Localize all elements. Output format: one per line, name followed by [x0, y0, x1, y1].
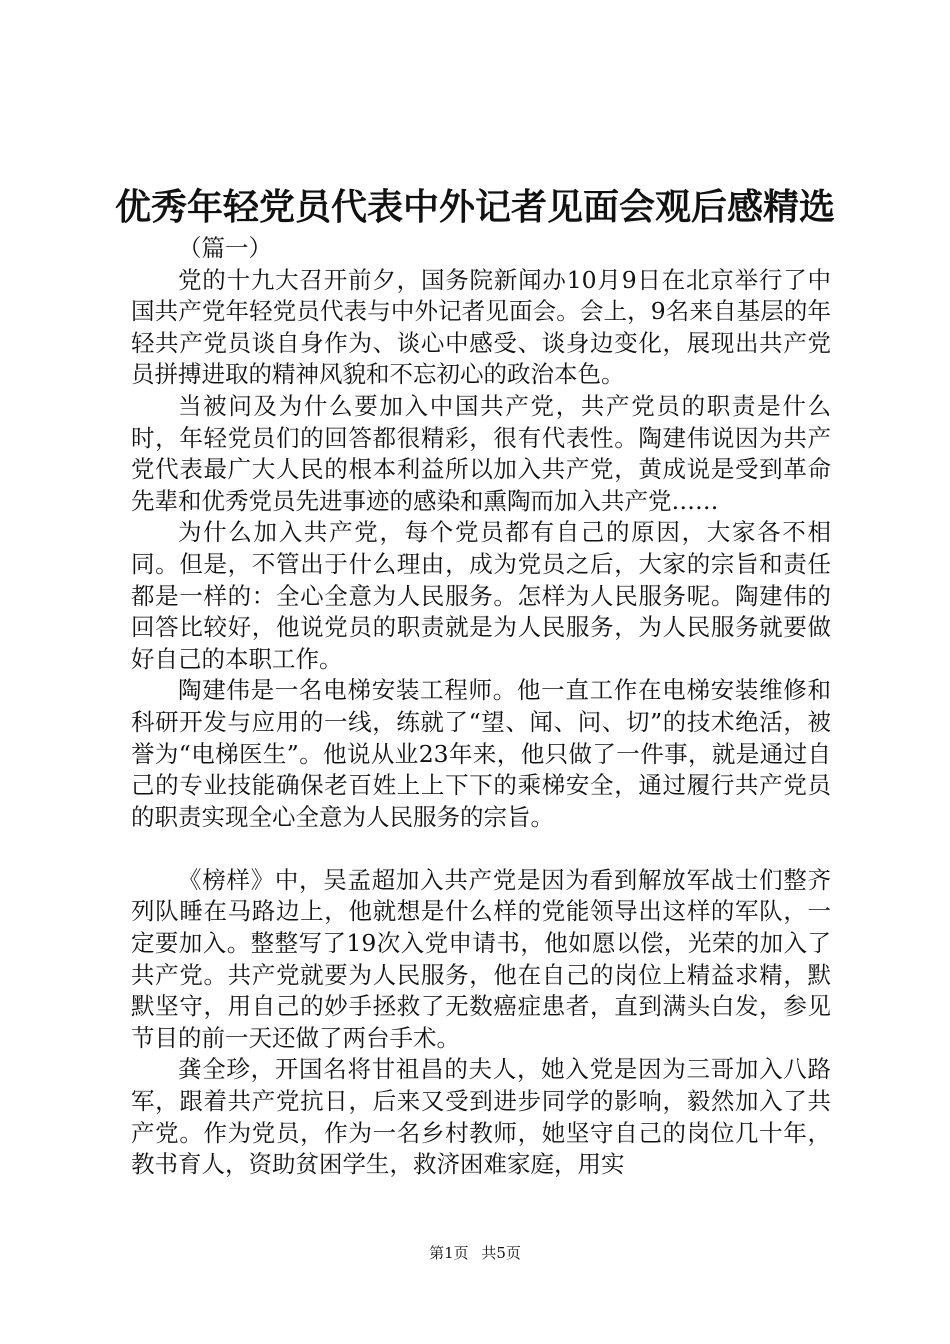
- page-footer: [0, 1241, 950, 1265]
- paragraph: 党的十九大召开前夕，国务院新闻办10月9日在北京举行了中国共产党年轻党员代表与中外记者见面会。会上，9名来自基层的年轻共产党员谈自身作为、谈心中感受、谈身边变化，展现出共产党员拼搏进取的精神风貌和不忘初心的政治本色。: [131, 265, 831, 389]
- document-title: 优秀年轻党员代表中外记者见面会观后感精选: [114, 186, 835, 228]
- paragraph-gap: [131, 833, 831, 865]
- page-total: 共5页: [481, 1244, 521, 1262]
- paragraph: 陶建伟是一名电梯安装工程师。他一直工作在电梯安装维修和科研开发与应用的一线，练就了“望、闻、问、切”的技术绝活，被誉为“电梯医生”。他说从业23年来，他只做了一件事，就是通过自己的专业技能确保老百姓上上下下的乘梯安全，通过履行共产党员的职责实现全心全意为人民服务的宗旨。: [131, 676, 831, 831]
- paragraph: 当被问及为什么要加入中国共产党，共产党员的职责是什么时，年轻党员们的回答都很精彩，很有代表性。陶建伟说因为共产党代表最广大人民的根本利益所以加入共产党，黄成说是受到革命先辈和优秀党员先进事迹的感染和熏陶而加入共产党……: [131, 391, 831, 515]
- paragraph: 《榜样》中，吴孟超加入共产党是因为看到解放军战士们整齐列队睡在马路边上，他就想是什么样的党能领导出这样的军队，一定要加入。整整写了19次入党申请书，他如愿以偿，光荣的加入了共产党。共产党就要为人民服务，他在自己的岗位上精益求精，默默坚守，用自己的妙手拯救了无数癌症患者，直到满头白发，参见节目的前一天还做了两台手术。: [131, 865, 831, 1052]
- document-body: [131, 233, 831, 1181]
- page-number: 第1页: [429, 1244, 469, 1262]
- section-label: （篇一）: [178, 234, 272, 262]
- paragraph: 为什么加入共产党，每个党员都有自己的原因，大家各不相同。但是，不管出于什么理由，成为党员之后，大家的宗旨和责任都是一样的：全心全意为人民服务。怎样为人民服务呢。陶建伟的回答比较好，他说党员的职责就是为人民服务，为人民服务就要做好自己的本职工作。: [131, 518, 831, 673]
- paragraph: 龚全珍，开国名将甘祖昌的夫人，她入党是因为三哥加入八路军，跟着共产党抗日，后来又受到进步同学的影响，毅然加入了共产党。作为党员，作为一名乡村教师，她坚守自己的岗位几十年，教书育人，资助贫困学生，救济困难家庭，用实: [131, 1055, 831, 1179]
